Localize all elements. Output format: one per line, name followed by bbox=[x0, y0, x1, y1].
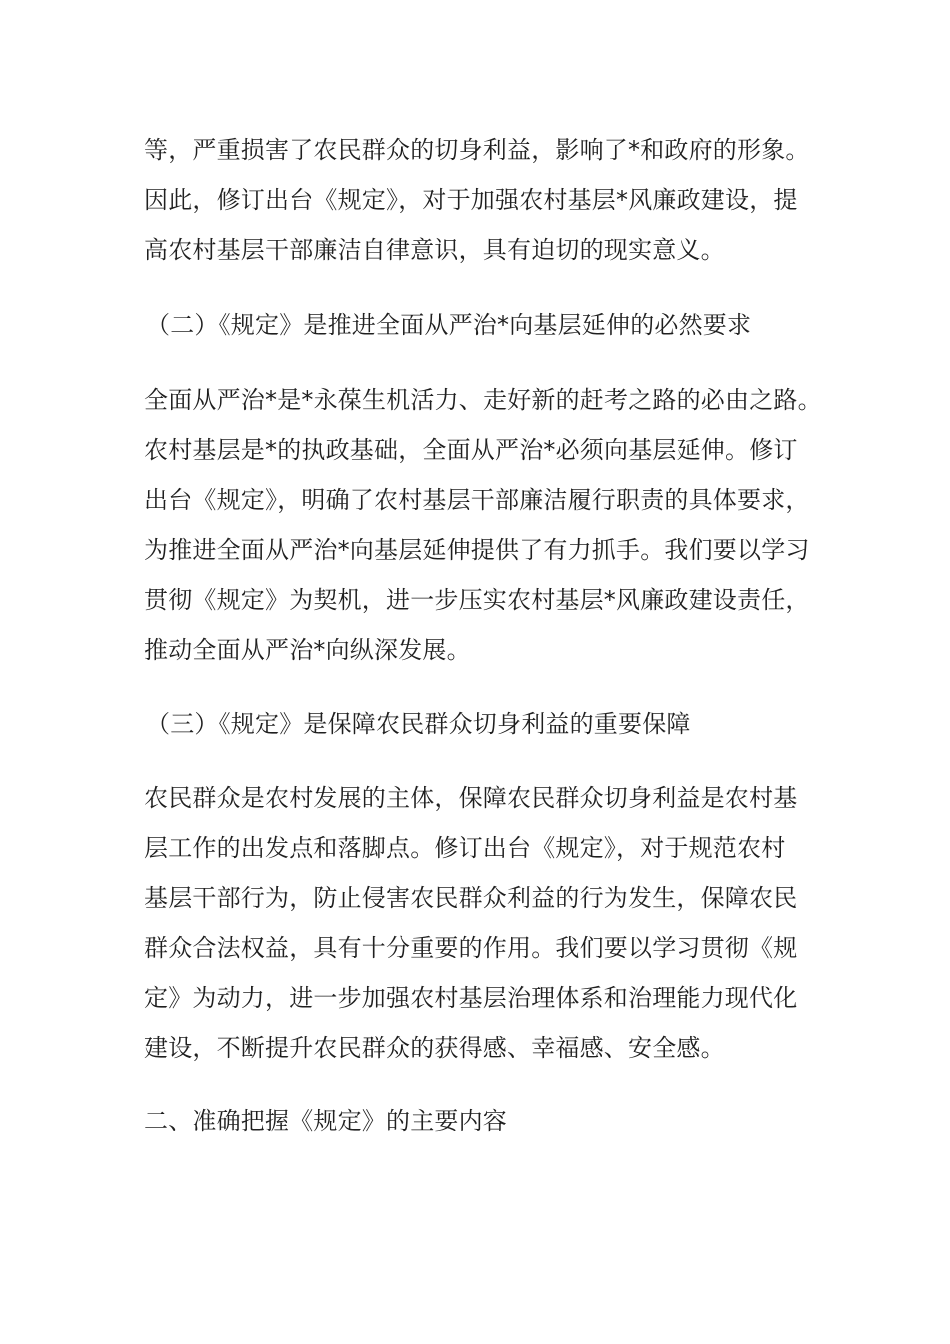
paragraph-line: 农民群众是农村发展的主体，保障农民群众切身利益是农村基 bbox=[144, 784, 798, 812]
paragraph-line: 定》为动力，进一步加强农村基层治理体系和治理能力现代化 bbox=[144, 984, 798, 1012]
heading-text: （二）《规定》是推进全面从严治*向基层延伸的必然要求 bbox=[146, 311, 752, 339]
paragraph-line: 等，严重损害了农民群众的切身利益，影响了*和政府的形象。 bbox=[144, 136, 810, 164]
paragraph-line: 农村基层是*的执政基础，全面从严治*必须向基层延伸。修订 bbox=[144, 436, 798, 464]
section-title-text: 二、准确把握《规定》的主要内容 bbox=[144, 1107, 507, 1135]
paragraph-line: 为推进全面从严治*向基层延伸提供了有力抓手。我们要以学习 bbox=[144, 536, 810, 564]
paragraph-line: 群众合法权益，具有十分重要的作用。我们要以学习贯彻《规 bbox=[144, 934, 798, 962]
paragraph-line: 因此，修订出台《规定》，对于加强农村基层*风廉政建设，提 bbox=[144, 186, 798, 214]
paragraph-line: 全面从严治*是*永葆生机活力、走好新的赶考之路的必由之路。 bbox=[144, 386, 822, 414]
paragraph-line: 出台《规定》，明确了农村基层干部廉洁履行职责的具体要求， bbox=[144, 486, 810, 514]
section-heading-2 bbox=[146, 300, 808, 350]
paragraph-1 bbox=[144, 125, 810, 275]
paragraph-3 bbox=[144, 773, 806, 1073]
paragraph-line: 贯彻《规定》为契机，进一步压实农村基层*风廉政建设责任， bbox=[144, 586, 810, 614]
heading-text: （三）《规定》是保障农民群众切身利益的重要保障 bbox=[146, 710, 691, 738]
section-title-2 bbox=[144, 1096, 806, 1146]
paragraph-line: 建设，不断提升农民群众的获得感、幸福感、安全感。 bbox=[144, 1034, 725, 1062]
section-heading-3 bbox=[146, 699, 808, 749]
paragraph-line: 推动全面从严治*向纵深发展。 bbox=[144, 636, 471, 664]
paragraph-line: 基层干部行为，防止侵害农民群众利益的行为发生，保障农民 bbox=[144, 884, 798, 912]
paragraph-line: 高农村基层干部廉洁自律意识，具有迫切的现实意义。 bbox=[144, 236, 725, 264]
paragraph-line: 层工作的出发点和落脚点。修订出台《规定》，对于规范农村 bbox=[144, 834, 786, 862]
paragraph-2 bbox=[144, 375, 822, 675]
